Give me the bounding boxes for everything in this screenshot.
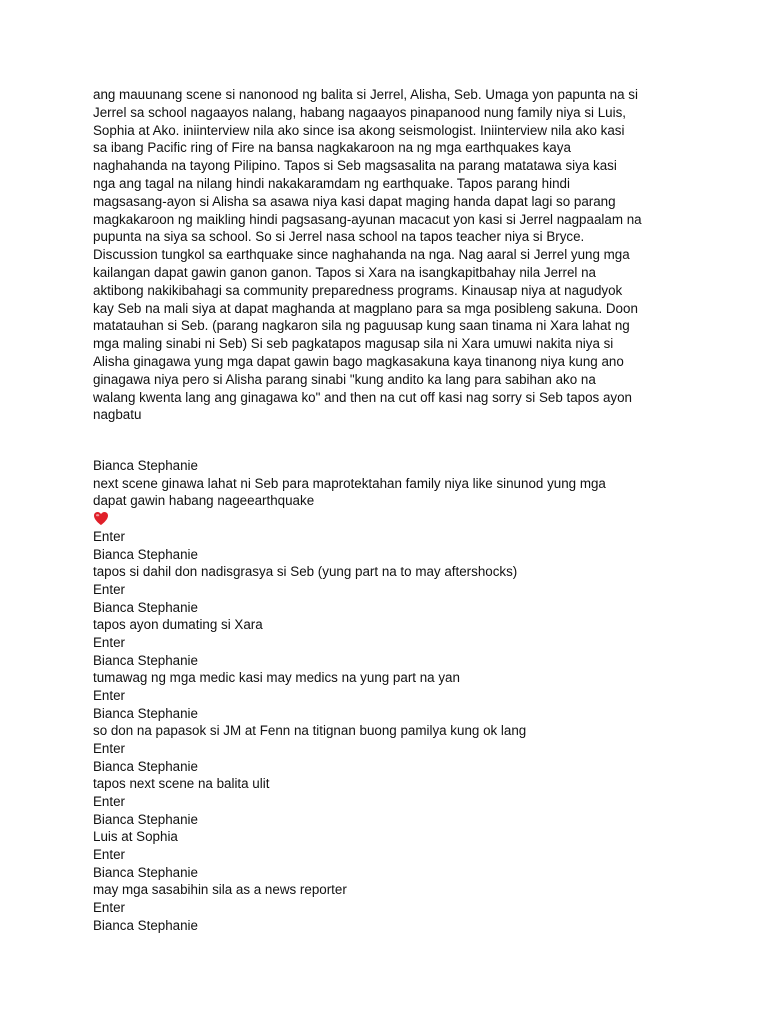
- paragraph-gap: [93, 424, 693, 457]
- enter-label: Enter: [93, 688, 126, 704]
- paragraph-line: sa ibang Pacific ring of Fire na bansa nagkakaroon na ng mga earthquakes kaya: [93, 140, 571, 156]
- paragraph-line: aktibong nakikibahagi sa community preparedness programs. Kinausap niya at nagudyok: [93, 282, 623, 298]
- chat-message-text: may mga sasabihin sila as a news reporter: [93, 882, 347, 898]
- paragraph-line: Discussion tungkol sa earthquake since naghahanda na nga. Nag aaral si Jerrel yung mga: [93, 247, 630, 263]
- enter-label: Enter: [93, 740, 126, 756]
- chat-log: [93, 457, 693, 934]
- chat-message-text: tapos next scene na balita ulit: [93, 776, 270, 792]
- chat-author-name: Bianca Stephanie: [93, 758, 198, 774]
- enter-label: Enter: [93, 846, 126, 862]
- chat-message-text: Luis at Sophia: [93, 829, 178, 845]
- chat-author-name: Bianca Stephanie: [93, 599, 198, 615]
- paragraph-line: magkakaroon ng maikling hindi pagsasang-ayunan macacut yon kasi si Jerrel nagpaalam na: [93, 211, 642, 227]
- paragraph-line: kay Seb na mali siya at dapat maghanda at magplano para sa mga posibleng sakuna. Doon: [93, 300, 638, 316]
- document-page: [93, 86, 693, 934]
- red-heart-emoji-icon: [93, 510, 693, 528]
- paragraph-line: walang kwenta lang ang ginagawa ko" and then na cut off kasi nag sorry si Seb tapos ayon: [93, 389, 632, 405]
- paragraph-line: nagbatu: [93, 407, 142, 423]
- chat-author-name: Bianca Stephanie: [93, 705, 198, 721]
- chat-author-name: Bianca Stephanie: [93, 864, 198, 880]
- paragraph-line: Jerrel sa school nagaayos nalang, habang nagaayos pinapanood nung family niya si Luis,: [93, 104, 627, 120]
- enter-label: Enter: [93, 529, 126, 545]
- chat-message-text: tumawag ng mga medic kasi may medics na yung part na yan: [93, 670, 460, 686]
- chat-message-text: dapat gawin habang nageearthquake: [93, 493, 315, 509]
- paragraph-line: matatauhan si Seb. (parang nagkaron sila ng paguusap kung saan tinama ni Xara lahat ng: [93, 318, 630, 334]
- enter-label: Enter: [93, 582, 126, 598]
- chat-author-name: Bianca Stephanie: [93, 652, 198, 668]
- chat-message-text: tapos si dahil don nadisgrasya si Seb (yung part na to may aftershocks): [93, 564, 518, 580]
- enter-label: Enter: [93, 793, 126, 809]
- chat-author-name: Bianca Stephanie: [93, 546, 198, 562]
- story-paragraph: [93, 86, 693, 424]
- paragraph-line: Alisha ginagawa yung mga dapat gawin bago magkasakuna kaya tinanong niya kung ano: [93, 353, 624, 369]
- enter-label: Enter: [93, 635, 126, 651]
- paragraph-line: kailangan dapat gawin ganon ganon. Tapos si Xara na isangkapitbahay nila Jerrel na: [93, 264, 597, 280]
- chat-message-text: next scene ginawa lahat ni Seb para maprotektahan family niya like sinunod yung mga: [93, 475, 606, 491]
- paragraph-line: mga maling sinabi ni Seb) Si seb pagkatapos magusap sila ni Xara umuwi nakita niya si: [93, 336, 614, 352]
- chat-message-text: so don na papasok si JM at Fenn na titignan buong pamilya kung ok lang: [93, 723, 527, 739]
- chat-message-text: tapos ayon dumating si Xara: [93, 617, 263, 633]
- paragraph-line: ginagawa niya pero si Alisha parang sinabi "kung andito ka lang para sabihan ako na: [93, 371, 596, 387]
- enter-label: Enter: [93, 899, 126, 915]
- chat-author-name: Bianca Stephanie: [93, 458, 198, 474]
- paragraph-line: ang mauunang scene si nanonood ng balita si Jerrel, Alisha, Seb. Umaga yon papunta na si: [93, 87, 638, 102]
- chat-author-name: Bianca Stephanie: [93, 811, 198, 827]
- paragraph-line: magsasang-ayon si Alisha sa asawa niya kasi dapat maging handa dapat lagi so parang: [93, 193, 616, 209]
- paragraph-line: naghahanda na tayong Pilipino. Tapos si Seb magsasalita na parang matatawa siya kasi: [93, 158, 617, 174]
- paragraph-line: Sophia at Ako. iniinterview nila ako since isa akong seismologist. Iniinterview nila ako kasi: [93, 122, 625, 138]
- chat-author-name: Bianca Stephanie: [93, 917, 198, 933]
- paragraph-line: nga ang tagal na nilang hindi nakakaramdam ng earthquake. Tapos parang hindi: [93, 175, 570, 191]
- paragraph-line: pupunta na siya sa school. So si Jerrel nasa school na tapos teacher niya si Bryce.: [93, 229, 585, 245]
